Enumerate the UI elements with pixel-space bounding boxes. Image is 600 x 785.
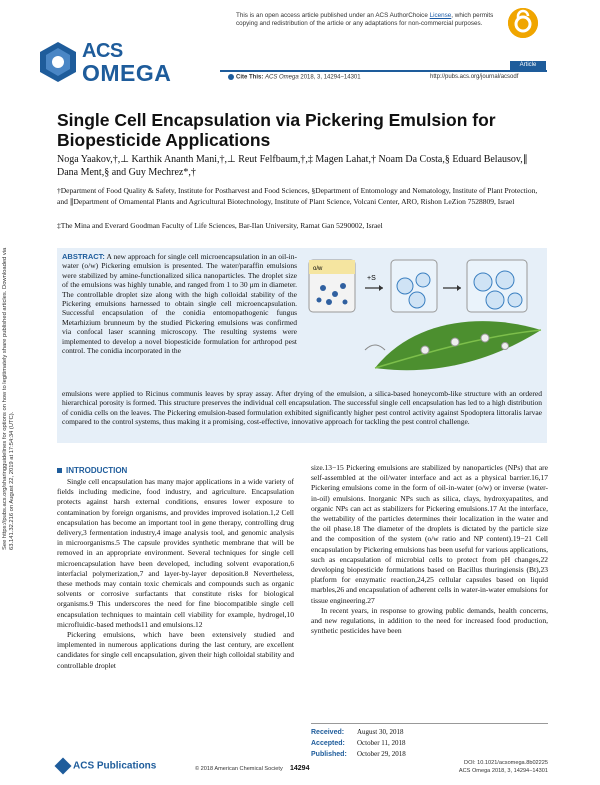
abstract-heading: ABSTRACT:	[62, 252, 105, 261]
intro-paragraph-4: In recent years, in response to growing public demands, health concerns, and new regulations, in addition to the need for increased food production, synthetic pesticides have been	[311, 605, 548, 636]
toc-label-ow: o/w	[313, 266, 323, 272]
body-column-left	[57, 477, 294, 671]
open-access-notice: This is an open access article published under an ACS AuthorChoice License, which permits copying and redistribution of the article or any adaptations for non-commercial purposes.	[236, 12, 494, 27]
acs-publications-icon	[55, 758, 72, 775]
intro-paragraph-1: Single cell encapsulation has many major applications in a wide variety of fields including medicine, food industry, and agriculture. Encapsulation protects against harsh external conditions, ensures lower exposure to contamination by foreign organisms, and provides improved isolation.1,2 Cell encapsulation has become an important tool in gene therapy, controlling drug delivery,3 fermentation industry,4 image analysis tool, and genomic analysis in microorganisms.5 The capsule provides synthetic membrane that will be removed in an appropriate environment. Several techniques for single cell microencapsulation have been developed, including solvent evaporation,6 interfacial polymerization,7 and layer-by-layer deposition.8 Nevertheless, these methods may contain toxic chemicals and compounds such as organic solvents or corrosive surfactants that constitute risks for biological organisms.9 This underscores the need for fine biocompatible single cell encapsulation techniques to maintain cell viability for example, hydrogel,10 microfluidic-based methods11 and emulsions.12	[57, 477, 294, 629]
doi-citation: DOI: 10.1021/acsomega.8b02225 ACS Omega 2018, 3, 14294−14301	[445, 760, 548, 775]
open-access-badge-icon	[508, 8, 538, 38]
section-marker-icon	[57, 468, 62, 473]
doi-link[interactable]: DOI: 10.1021/acsomega.8b02225	[464, 760, 548, 766]
toc-graphic	[305, 258, 543, 383]
affiliation-1: †Department of Food Quality & Safety, Institute for Postharvest and Food Sciences, §Department of Entomology and Nematology, Institute of Plant Protection, and ∥Department of Ornamental Plants and Agricultural Biotechnology, Institute of Plant Science, Volcani Center, ARO, Rishon LeZion 7528809, Israel	[57, 186, 538, 206]
journal-logo: ACS OMEGA	[38, 38, 218, 88]
toc-label-plus: +S	[367, 275, 376, 282]
intro-paragraph-3: size.13−15 Pickering emulsions are stabilized by nanoparticles (NPs) that are self-assembled at the oil/water interface and act as a physical barrier.16,17 Pickering emulsions come in the form of oil-in-water (o/w) or inverse (water-in-oil) emulsions. Inorganic NPs such as silica, clays, hydroxyapatites, and organic NPs can act as stabilizers for Pickering emulsions.17 At the interface, the wettability of the particles determines their localization in the water and the oil phase.18 The diameter of the droplets is dictated by the particle size and the composition of the system (o/w ratio and NP content).19−21 Cell encapsulation by Pickering emulsions has been useful for various applications, such as encapsulation of microbial cells to protect from pH changes,22 developing biopesticide formulations based on Bacillus thuringiensis (Bt),23 platform for enzymatic reaction,24,25 cellular capsules based on liquid marbles,26 and encapsulation of adherent cells in water-in-water emulsions for tissue engineering.27	[311, 463, 548, 605]
journal-url[interactable]: http://pubs.acs.org/journal/acsodf	[430, 74, 519, 80]
acs-publications-logo: ACS Publications	[57, 760, 156, 772]
abstract-text-continued: emulsions were applied to Ricinus communis leaves by spray assay. After drying of the emulsion, a silica-based honeycomb-like structure with an ordered hierarchical porosity is formed. This structure preserves the individual cell encapsulation. The successful single cell encapsulation has led to a high distribution of conidia cells on the leaves. The Pickering emulsion-based formulation exhibited significantly higher pest control activity against Spodoptera littoralis larvae compared to the control systems, thus making it a promising, cost-effective, innovative approach for tackling the pest control challenge.	[62, 389, 542, 427]
intro-paragraph-2: Pickering emulsions, which have been extensively studied and implemented in numerous applications during the last century, are excellent candidates for single cell encapsulation, given their high colloidal stability and controllable droplet	[57, 630, 294, 670]
copyright: © 2018 American Chemical Society	[195, 766, 283, 772]
header-divider	[220, 70, 547, 72]
download-side-note: See https://pubs.acs.org/sharingguidelines for options on how to legitimately share published articles. Downloaded via 63.141.32.216 on August 22, 2019 at 17:54:34 (UTC).	[2, 247, 15, 550]
acs-omega-hex-icon	[38, 40, 78, 84]
cite-this[interactable]: Cite This: ACS Omega 2018, 3, 14294−14301	[228, 74, 361, 81]
section-heading: INTRODUCTION	[57, 466, 127, 475]
abstract-text: ABSTRACT: A new approach for single cell microencapsulation in an oil-in-water (o/w) Pickering emulsion is presented. The water/paraffin emulsions were stabilized by amine-functionalized silica nanoparticles. The droplet size of the emulsions was highly tunable, and ranged from 1 to 30 μm in diameter. The controllable droplet size along with the high colloidal stability of the Pickering emulsions harnessed to obtain single cell microencapsulation. Successful encapsulation of the conidia entomopathogenic fungus Metarhizium brunneum by the studied Pickering emulsions was confirmed via confocal laser scanning microscopy. The resulting systems were implemented to develop a novel biopesticide formulation for arthropod pest control. The conidia incorporated in the	[62, 252, 298, 356]
page-number: 14294	[290, 765, 310, 772]
license-link[interactable]: License	[429, 12, 452, 19]
affiliation-2: ‡The Mina and Everard Goodman Faculty of Life Sciences, Bar-Ilan University, Ramat Gan 5290002, Israel	[57, 221, 383, 230]
article-title: Single Cell Encapsulation via Pickering Emulsion for Biopesticide Applications	[57, 110, 496, 150]
cite-icon	[228, 74, 234, 80]
author-list: Noga Yaakov,†,⊥ Karthik Ananth Mani,†,⊥ Reut Felfbaum,†,‡ Magen Lahat,† Noam Da Costa,§ Eduard Belausov,∥ Dana Ment,§ and Guy Mechrez*,†	[57, 154, 528, 178]
publication-dates: Received: August 30, 2018 Accepted: October 11, 2018 Published: October 29, 2018	[311, 723, 548, 761]
body-column-right	[311, 463, 548, 636]
article-type-tag: Article	[510, 61, 546, 70]
